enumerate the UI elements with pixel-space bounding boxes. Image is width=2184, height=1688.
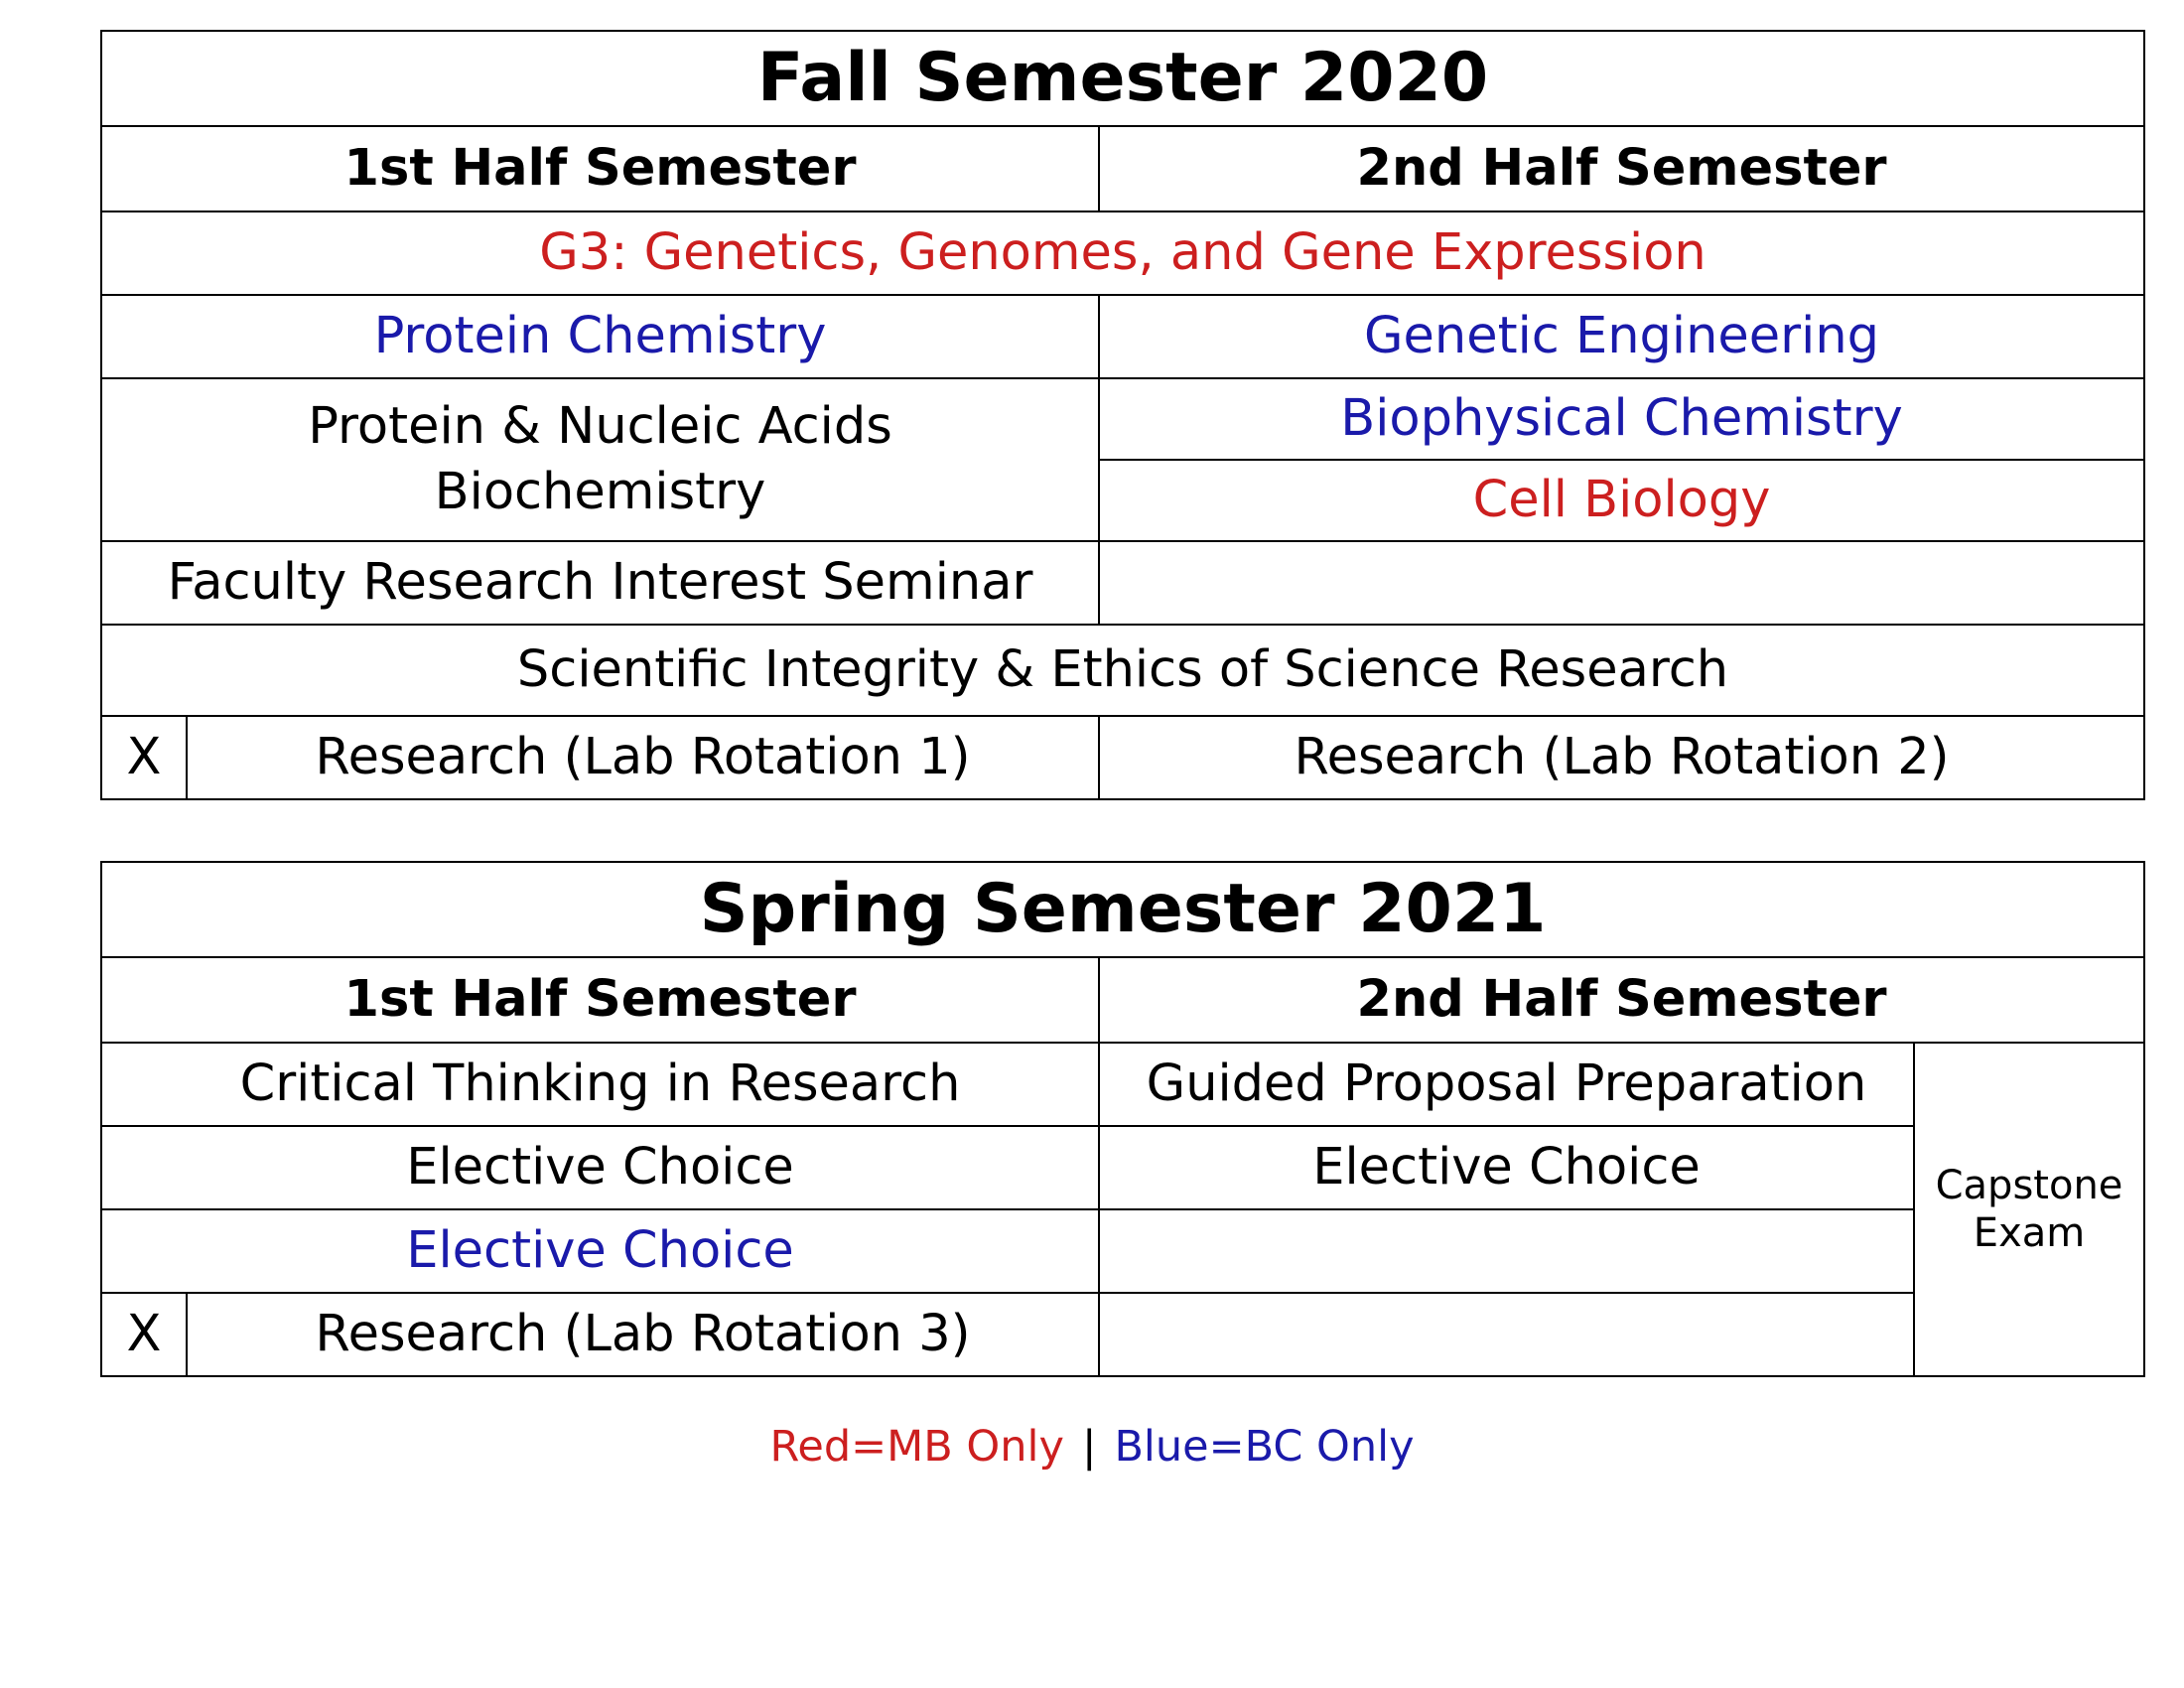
genetic-engineering-course: Genetic Engineering: [1099, 295, 2144, 378]
legend-red: Red=MB Only: [769, 1422, 1064, 1472]
fall-x-mark: X: [101, 716, 187, 799]
biophysical-chemistry-course: Biophysical Chemistry: [1099, 378, 2144, 460]
legend-blue: Blue=BC Only: [1114, 1422, 1415, 1472]
spring-empty-cell-1: [1099, 1209, 1914, 1293]
capstone-line1: Capstone: [1935, 1163, 2123, 1208]
fall-semester-table: [100, 30, 2145, 800]
fall-title: Fall Semester 2020: [101, 31, 2144, 126]
spring-empty-cell-2: [1099, 1293, 1914, 1376]
elective-choice-3: Elective Choice: [101, 1209, 1099, 1293]
lab-rotation-1: Research (Lab Rotation 1): [187, 716, 1099, 799]
g3-course: G3: Genetics, Genomes, and Gene Expression: [101, 211, 2144, 295]
guided-proposal-course: Guided Proposal Preparation: [1099, 1043, 1914, 1126]
protein-nucleic-acids-course: [101, 378, 1099, 541]
legend-separator: |: [1081, 1422, 1097, 1472]
protein-nucleic-line2: Biochemistry: [434, 463, 766, 521]
critical-thinking-course: Critical Thinking in Research: [101, 1043, 1099, 1126]
spring-x-mark: X: [101, 1293, 187, 1376]
color-legend: [0, 1422, 2184, 1472]
lab-rotation-2: Research (Lab Rotation 2): [1099, 716, 2144, 799]
fall-col1-header: 1st Half Semester: [101, 126, 1099, 211]
fall-col2-header: 2nd Half Semester: [1099, 126, 2144, 211]
protein-nucleic-line1: Protein & Nucleic Acids: [308, 396, 892, 456]
spring-col1-header: 1st Half Semester: [101, 957, 1099, 1043]
spring-title: Spring Semester 2021: [101, 862, 2144, 957]
elective-choice-1: Elective Choice: [101, 1126, 1099, 1209]
faculty-seminar-course: Faculty Research Interest Seminar: [101, 541, 1099, 625]
protein-chemistry-course: Protein Chemistry: [101, 295, 1099, 378]
capstone-line2: Exam: [1973, 1210, 2086, 1256]
elective-choice-2: Elective Choice: [1099, 1126, 1914, 1209]
lab-rotation-3: Research (Lab Rotation 3): [187, 1293, 1099, 1376]
ethics-course: Scientific Integrity & Ethics of Science Research: [101, 625, 2144, 716]
spring-col2-header: 2nd Half Semester: [1099, 957, 2144, 1043]
fall-empty-cell: [1099, 541, 2144, 625]
cell-biology-course: Cell Biology: [1099, 460, 2144, 541]
capstone-exam: [1914, 1043, 2144, 1376]
spring-semester-table: [100, 861, 2145, 1377]
